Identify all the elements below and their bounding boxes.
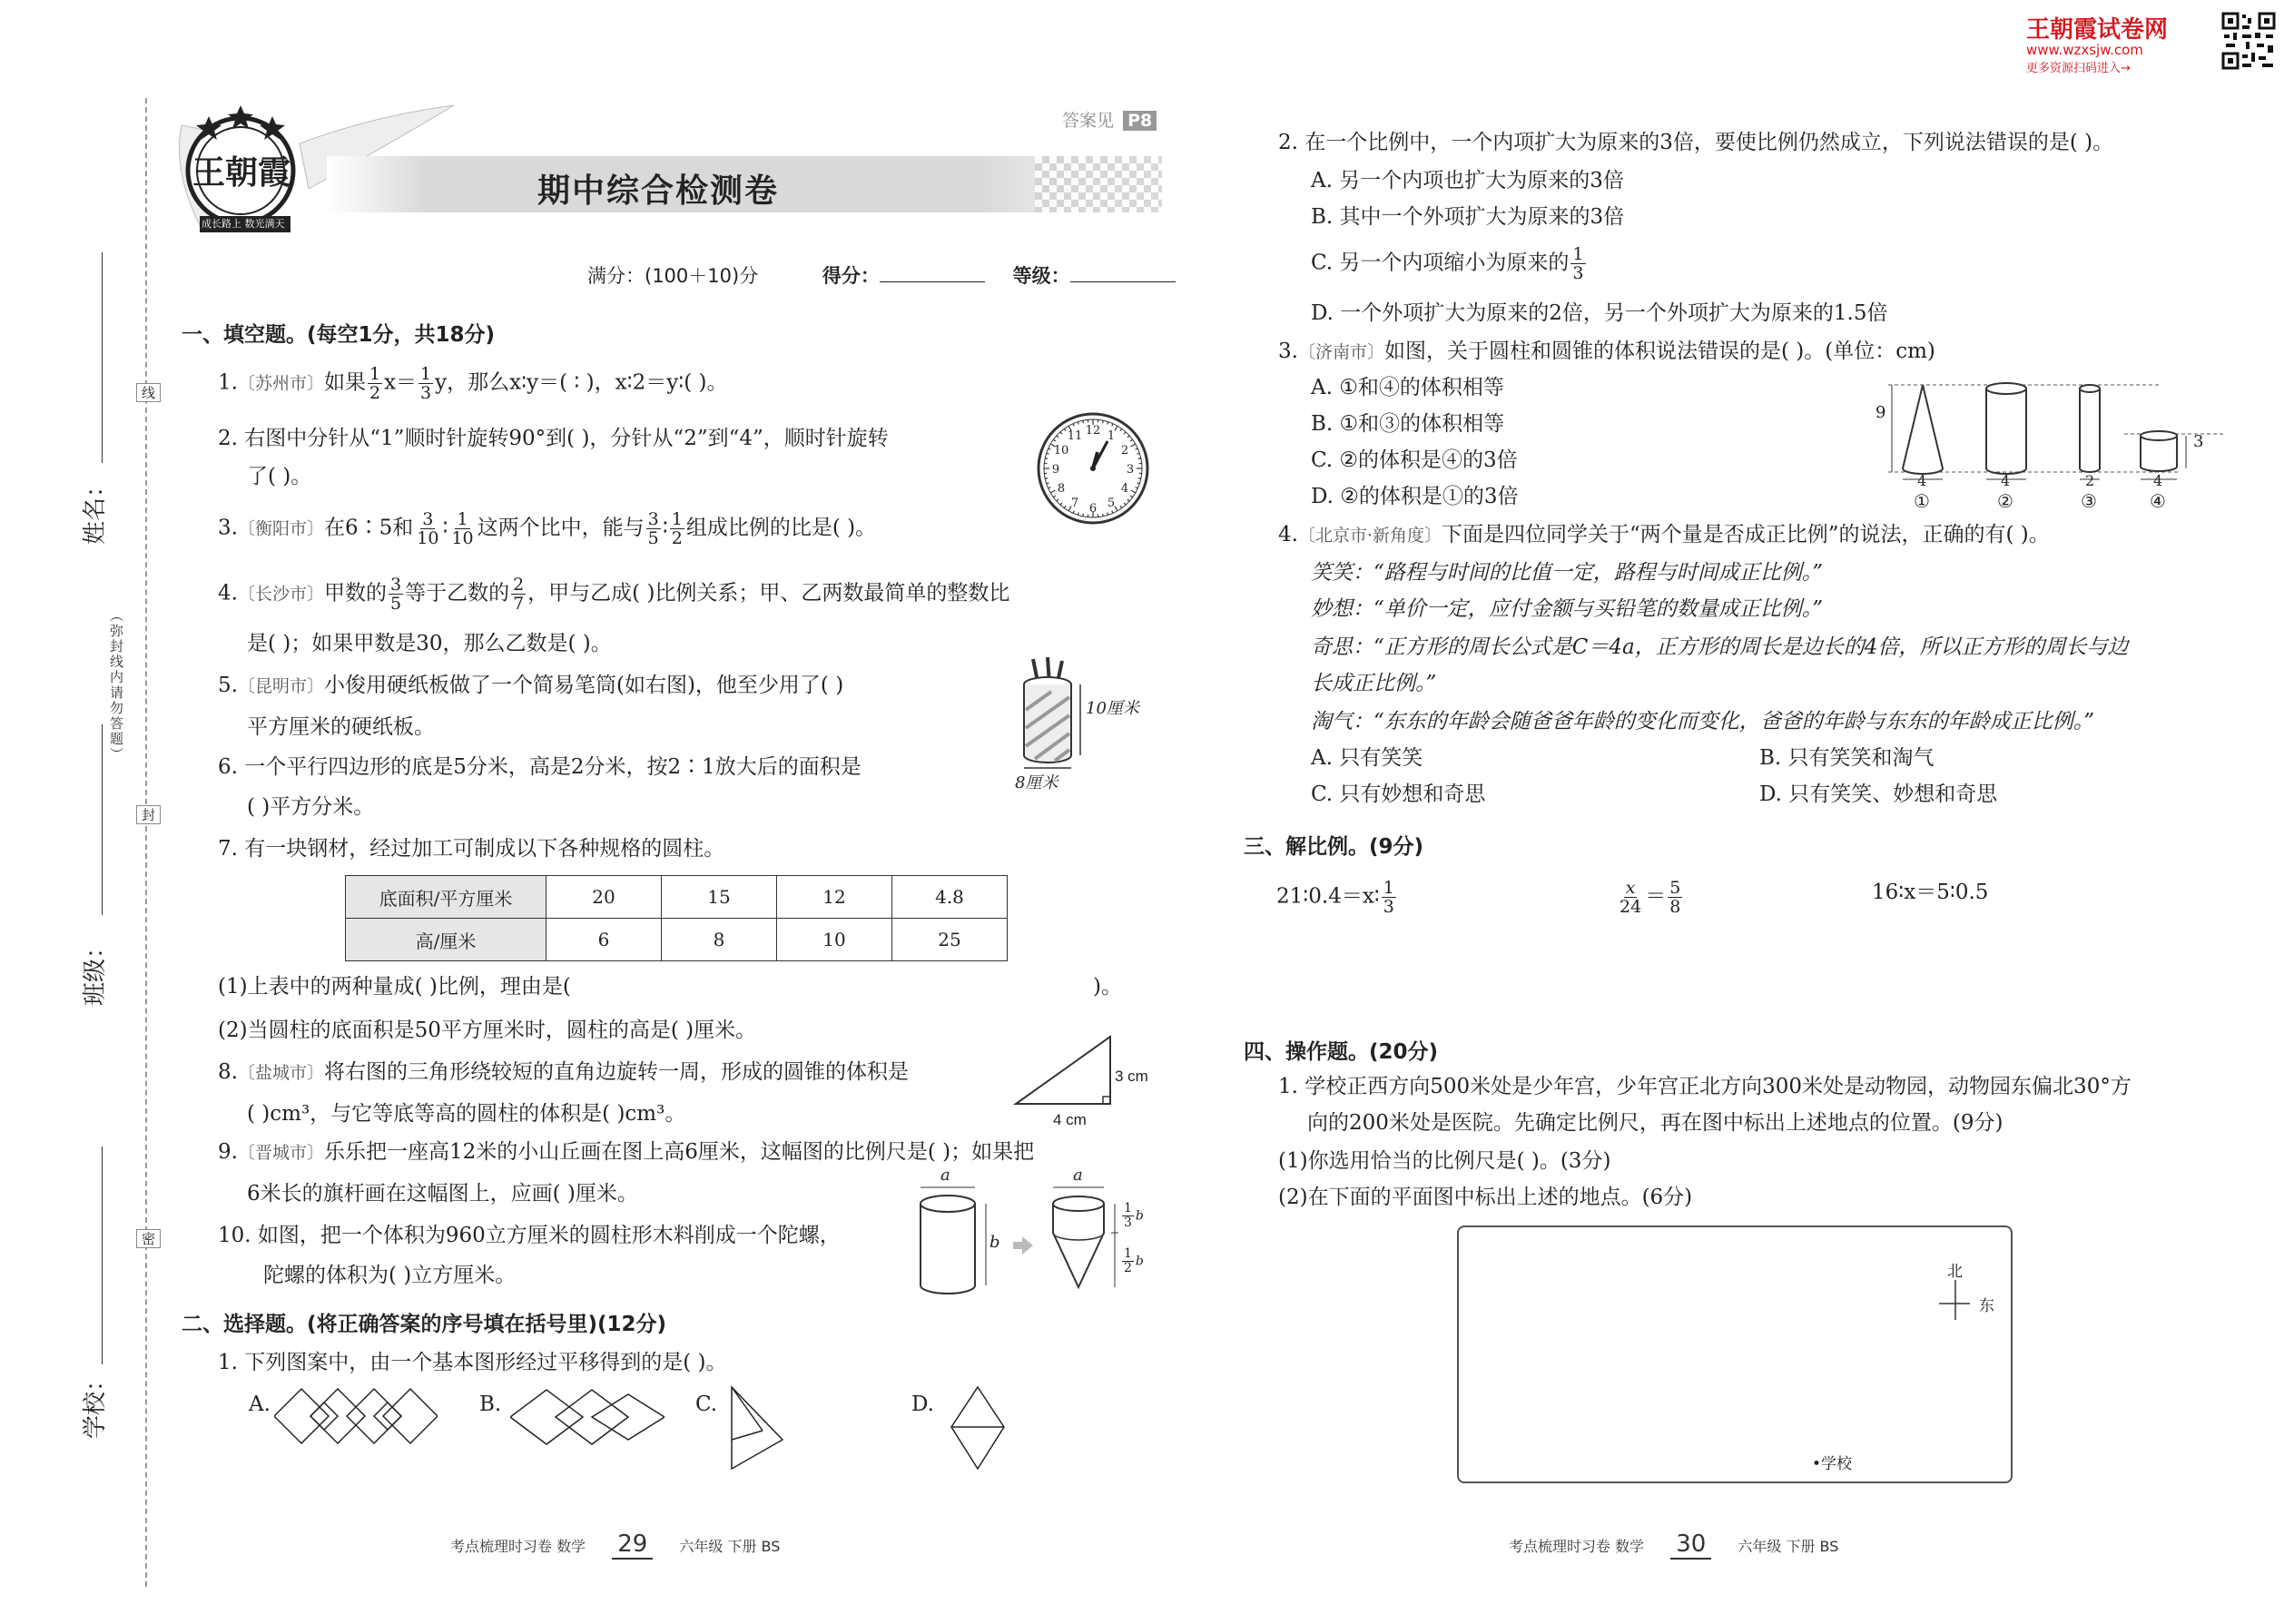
class-label: 班级：: [82, 934, 109, 1006]
q-text: 组成比例的比是( )。: [685, 516, 877, 540]
q1-3: [218, 510, 876, 547]
brand-block: [2013, 11, 2286, 74]
pattern-D-figure[interactable]: [950, 1385, 1006, 1471]
section1-heading: 一、填空题。(每空1分，共18分): [182, 323, 496, 347]
q1-2-line1: 2. 右图中分针从“1”顺时针旋转90°到( )，分针从“2”到“4”，顺时针旋转: [218, 427, 889, 450]
fig-d2: 4: [2001, 472, 2011, 489]
q1-9: [218, 1137, 1034, 1168]
q2-4-option-D[interactable]: D. 只有笑笑、妙想和奇思: [1759, 782, 1998, 806]
brand-slogan: 更多资源扫码进入→: [2026, 62, 2131, 75]
option-B-label[interactable]: B.: [479, 1393, 502, 1416]
q-source-tag: 〔济南市〕: [1297, 342, 1384, 362]
q2-4-option-C[interactable]: C. 只有妙想和奇思: [1311, 782, 1486, 806]
q4-1-line2: 向的200米处是医院。先确定比例尺，再在图中标出上述地点的位置。(9分): [1307, 1111, 2004, 1135]
q1-9-line2: 6米长的旗杆画在这幅图上，应画( )厘米。: [247, 1182, 638, 1206]
name-underline: [102, 252, 103, 463]
q-text: 乐乐把一座高12米的小山丘画在图上高6厘米，这幅图的比例尺是( )；如果把: [323, 1140, 1035, 1164]
fraction: [1668, 879, 1682, 916]
section2-heading: 二、选择题。(将正确答案的序号填在括号里)(12分): [182, 1313, 667, 1336]
cylinder-a-label: a: [940, 1166, 950, 1185]
q-text: 如图，关于圆柱和圆锥的体积说法错误的是( )。(单位：cm): [1383, 340, 1935, 363]
table-cell: 10: [777, 919, 892, 961]
table-cell: 6: [546, 919, 662, 961]
class-field[interactable]: [54, 717, 109, 1017]
option-text: C. 另一个内项缩小为原来的: [1311, 251, 1570, 275]
table-row-head: 高/厘米: [346, 919, 546, 961]
pattern-C-figure[interactable]: [728, 1385, 786, 1471]
triangle-base-label: 4 cm: [1053, 1111, 1087, 1128]
frac-num: 1: [1572, 244, 1584, 264]
table-cell: 8: [662, 919, 777, 961]
fraction: $\frac{1}{3}$: [420, 364, 432, 403]
equation-2: [1616, 879, 1684, 916]
frac-num: x: [1625, 878, 1636, 898]
q4-1-part2: (2)在下面的平面图中标出上述的地点。(6分): [1278, 1186, 1693, 1209]
compass-east-label: 东: [1979, 1297, 1994, 1315]
q2-3: [1278, 336, 1935, 368]
frac-den: 24: [1620, 897, 1642, 917]
var-b: b: [1135, 1254, 1144, 1269]
q1-7-part2: (2)当圆柱的底面积是50平方厘米时，圆柱的高是( )厘米。: [218, 1019, 757, 1042]
q-num: 9.: [218, 1140, 238, 1164]
fig-d1: 4: [1917, 472, 1927, 489]
fraction: $\frac{3}{5}$: [389, 575, 402, 614]
frac-den: 2: [1124, 1261, 1132, 1275]
q2-4-statement-2: 妙想：“单价一定，应付金额与买铅笔的数量成正比例。”: [1311, 597, 1824, 621]
footer-right-grade: 六年级 下册 BS: [1738, 1538, 1839, 1555]
page-number-right: 30: [1670, 1530, 1711, 1560]
table-cell: 4.8: [892, 876, 1008, 919]
plan-map-box[interactable]: [1457, 1225, 2013, 1483]
table-cell: 12: [777, 876, 892, 919]
grade-label: 等级：: [1012, 265, 1070, 287]
footer-left-book: 考点梳理时习卷 数学: [450, 1538, 586, 1555]
svg-text:7: 7: [1070, 497, 1079, 510]
q-text: x＝: [384, 370, 418, 395]
q-source-tag: 〔晋城市〕: [237, 1143, 324, 1163]
section4-heading: 四、操作题。(20分): [1244, 1040, 1439, 1064]
pattern-B-figure[interactable]: [510, 1385, 665, 1449]
binding-dashed-line: [145, 98, 147, 1587]
top-half-label: [1120, 1247, 1144, 1275]
pen-holder-figure: [1015, 655, 1088, 772]
binding-xian-label: 线: [136, 383, 161, 402]
q-num: 4.: [218, 581, 238, 605]
table-row: [346, 876, 1008, 919]
footer-left: [450, 1530, 780, 1558]
q1-10-line2: 陀螺的体积为( )立方厘米。: [263, 1264, 517, 1287]
q2-3-option-A[interactable]: A. ①和④的体积相等: [1311, 376, 1504, 399]
eq-text: 21∶0.4＝x∶: [1276, 884, 1380, 909]
q-text: 如果: [323, 370, 366, 395]
svg-text:11: 11: [1067, 429, 1083, 443]
fig-d3: 2: [2085, 472, 2095, 489]
fig-label-4: ④: [2150, 490, 2166, 512]
svg-text:3: 3: [1126, 463, 1135, 477]
q1-5-line2: 平方厘米的硬纸板。: [247, 715, 435, 739]
q-num: 3.: [218, 516, 238, 540]
logo-text: 王朝霞: [192, 153, 291, 192]
q-text: ∶: [662, 516, 668, 540]
q2-3-option-B[interactable]: B. ①和③的体积相等: [1311, 412, 1505, 436]
compass-north-label: 北: [1947, 1263, 1963, 1281]
answer-ref: [1062, 107, 1157, 132]
q-text: 这两个比中，能与: [477, 516, 645, 540]
name-label: 姓名：: [82, 473, 109, 545]
frac-den: 3: [1572, 263, 1584, 283]
frac-den: 8: [1669, 897, 1681, 917]
q-source-tag: 〔衡阳市〕: [237, 518, 324, 539]
q1-6-line1: 6. 一个平行四边形的底是5分米，高是2分米，按2∶1放大后的面积是: [218, 755, 861, 779]
fig-label-2: ②: [1997, 490, 2013, 512]
table-cell: 25: [892, 919, 1008, 961]
q-source-tag: 〔北京市·新角度〕: [1297, 526, 1442, 546]
q-text: 等于乙数的: [405, 581, 510, 605]
q2-3-option-C[interactable]: C. ②的体积是④的3倍: [1311, 448, 1518, 472]
q2-2-option-D[interactable]: D. 一个外项扩大为原来的2倍，另一个外项扩大为原来的1.5倍: [1311, 301, 1888, 325]
q-source-tag: 〔长沙市〕: [237, 584, 324, 605]
q-text: 将右图的三角形绕较短的直角边旋转一周，形成的圆锥的体积是: [323, 1060, 909, 1084]
q1-2-line2: 了( )。: [247, 465, 312, 488]
top-third-label: [1120, 1202, 1144, 1230]
cylinders-cones-figure: [1852, 372, 2233, 508]
right-triangle-figure: [1012, 1031, 1114, 1109]
binding-mi-label: 密: [136, 1229, 161, 1248]
compass-icon: [1937, 1276, 1974, 1324]
q-num: 3.: [1278, 340, 1298, 363]
q1-7-line1: 7. 有一块钢材，经过加工可制成以下各种规格的圆柱。: [218, 837, 725, 861]
q2-2-option-C[interactable]: [1311, 245, 1588, 282]
svg-text:1: 1: [1107, 429, 1116, 443]
pen-holder-width-label: 8厘米: [1015, 773, 1058, 792]
school-label: 学校：: [82, 1367, 109, 1439]
fig-height-3: 3: [2193, 432, 2204, 451]
q-text: 在6∶5和: [323, 516, 414, 540]
cylinder-b-label: b: [989, 1233, 1000, 1252]
fig-label-1: ①: [1914, 490, 1930, 512]
svg-text:6: 6: [1088, 502, 1098, 516]
class-underline: [102, 724, 103, 915]
option-A-label[interactable]: A.: [249, 1393, 271, 1416]
q-text: ，甲与乙成( )比例关系；甲、乙两数最简单的整数比: [527, 581, 1010, 605]
svg-text:9: 9: [1051, 463, 1060, 477]
pattern-A-figure[interactable]: [274, 1380, 438, 1452]
q2-2-option-B[interactable]: B. 其中一个外项扩大为原来的3倍: [1311, 205, 1625, 229]
option-D-label[interactable]: D.: [911, 1393, 934, 1416]
var-b: b: [1135, 1208, 1144, 1224]
frac-num: 1: [1124, 1246, 1132, 1261]
q-source-tag: 〔昆明市〕: [237, 676, 324, 696]
svg-text:4: 4: [1120, 482, 1129, 496]
table-cell: 20: [546, 876, 662, 919]
table-row-head: 底面积/平方厘米: [346, 876, 546, 919]
logo-ribbon-text: 成长路上 数光满天: [202, 218, 285, 230]
q-num: 4.: [1278, 523, 1298, 546]
q2-4-option-A[interactable]: A. 只有笑笑: [1311, 746, 1423, 770]
svg-text:12: 12: [1085, 424, 1101, 438]
footer-left-grade: 六年级 下册 BS: [679, 1538, 781, 1555]
full-score: 满分：(100＋10)分: [587, 265, 759, 287]
q4-1-line1: 1. 学校正西方向500米处是少年宫，少年宫正北方向300米处是动物园，动物园东偏北30°方: [1278, 1075, 2132, 1098]
fraction: $\frac{1}{2}$: [671, 509, 683, 548]
q2-4-option-B[interactable]: B. 只有笑笑和淘气: [1759, 746, 1935, 770]
svg-text:2: 2: [1120, 444, 1129, 458]
q2-2-option-A[interactable]: A. 另一个内项也扩大为原来的3倍: [1311, 169, 1624, 192]
school-underline: [102, 1147, 103, 1364]
q1-8-line2: ( )cm³，与它等底等高的圆柱的体积是( )cm³。: [247, 1102, 686, 1126]
q-text: y，那么x∶y＝( ∶ )，x∶2＝y∶( )。: [435, 370, 728, 395]
footer-right: [1509, 1530, 1838, 1558]
name-field[interactable]: [54, 245, 109, 545]
school-field[interactable]: [54, 1139, 109, 1439]
q2-2: 2. 在一个比例中，一个内项扩大为原来的3倍，要使比例仍然成立，下列说法错误的是( )。: [1278, 131, 2114, 154]
page-title: 期中综合检测卷: [537, 172, 780, 210]
fraction: $\frac{1}{10}$: [451, 509, 474, 548]
equation-3: 16∶x＝5∶0.5: [1872, 881, 1989, 904]
qr-code-icon[interactable]: [2220, 11, 2277, 71]
equation-1: [1276, 879, 1398, 916]
fraction: [1618, 879, 1643, 916]
brand-url[interactable]: www.wzxsjw.com: [2026, 42, 2143, 58]
q4-1-part1: (1)你选用恰当的比例尺是( )。(3分): [1278, 1149, 1611, 1173]
answer-ref-label: 答案见: [1062, 111, 1115, 131]
got-label: 得分：: [822, 265, 880, 287]
q-num: 5.: [218, 674, 238, 697]
q2-4-statement-4: 淘气：“东东的年龄会随爸爸年龄的变化而变化，爸爸的年龄与东东的年龄成正比例。”: [1311, 710, 2095, 733]
answer-page-badge: P8: [1123, 111, 1157, 131]
binding-feng-label: 封: [136, 805, 161, 824]
frac-num: 1: [1124, 1201, 1132, 1216]
q-text: 下面是四位同学关于“两个量是否成正比例”的说法，正确的有( )。: [1442, 523, 2050, 546]
svg-text:8: 8: [1057, 482, 1066, 496]
page-number-left: 29: [612, 1530, 653, 1560]
fraction: $\frac{2}{7}$: [513, 575, 525, 614]
brand-name: 王朝霞试卷网: [2026, 16, 2169, 44]
q-source-tag: 〔盐城市〕: [237, 1063, 324, 1083]
q2-4-statement-3a: 奇思：“正方形的周长公式是C＝4a，正方形的周长是边长的4倍，所以正方形的周长与边: [1311, 635, 2129, 659]
q-num: 1.: [218, 370, 238, 395]
fraction: [1570, 245, 1585, 282]
q1-8: [218, 1057, 909, 1088]
option-C-label[interactable]: C.: [695, 1393, 718, 1416]
svg-text:10: 10: [1053, 444, 1069, 458]
q2-4-statement-3b: 长成正比例。”: [1311, 672, 1437, 695]
fraction: [1382, 879, 1396, 916]
pen-holder-height-label: 10厘米: [1086, 699, 1139, 718]
svg-text:5: 5: [1107, 497, 1116, 510]
triangle-side-label: 3 cm: [1115, 1068, 1148, 1085]
q-text: 小俊用硬纸板做了一个简易笔筒(如右图)，他至少用了( ): [323, 674, 844, 697]
section3-heading: 三、解比例。(9分): [1244, 835, 1424, 859]
q1-10-line1: 10. 如图，把一个体积为960立方厘米的圆柱形木料削成一个陀螺，: [218, 1224, 841, 1247]
clock-figure: [1035, 410, 1151, 527]
q-source-tag: 〔苏州市〕: [237, 373, 324, 394]
fraction: $\frac{3}{5}$: [647, 509, 659, 548]
top-a-label: a: [1073, 1166, 1083, 1185]
q2-4-statement-1: 笑笑：“路程与时间的比值一定，路程与时间成正比例。”: [1311, 561, 1824, 585]
q-num: 8.: [218, 1060, 238, 1084]
fraction: $\frac{1}{2}$: [369, 364, 381, 403]
frac-den: 3: [1383, 897, 1394, 917]
q-text: ∶: [442, 516, 448, 540]
q1-1: [218, 365, 727, 402]
q2-3-option-D[interactable]: D. ②的体积是①的3倍: [1311, 485, 1519, 508]
q1-4-line2: 是( )；如果甲数是30，那么乙数是( )。: [247, 632, 612, 655]
q2-1: 1. 下列图案中，由一个基本图形经过平移得到的是( )。: [218, 1351, 727, 1374]
fraction: $\frac{3}{10}$: [417, 509, 439, 548]
q-text: 甲数的: [323, 581, 387, 605]
q1-5: [218, 670, 843, 702]
frac-num: 5: [1669, 878, 1681, 898]
fig-label-3: ③: [2081, 490, 2097, 512]
score-line: [587, 261, 1176, 289]
footer-right-book: 考点梳理时习卷 数学: [1509, 1538, 1645, 1555]
table-row: [346, 919, 1008, 961]
q1-6-line2: ( )平方分米。: [247, 795, 375, 819]
q1-4: [218, 576, 1009, 613]
binding-note: （弥封线内请勿答题）: [108, 608, 124, 763]
fig-height-9: 9: [1876, 403, 1886, 422]
grade-blank[interactable]: [1070, 281, 1176, 282]
cylinder-to-spinning-top-figure: [908, 1176, 1180, 1300]
q1-7-part1-end: )。: [1093, 975, 1122, 999]
table-cell: 15: [662, 876, 777, 919]
q2-4: [1278, 519, 2050, 551]
got-blank[interactable]: [880, 281, 985, 282]
title-checker: [1035, 156, 1162, 212]
school-marker: •学校: [1812, 1455, 1853, 1473]
frac-den: 3: [1124, 1216, 1132, 1230]
eq-text: ＝: [1645, 884, 1667, 909]
fig-d4: 4: [2153, 472, 2163, 489]
frac-num: 1: [1383, 878, 1394, 898]
q1-7-part1: (1)上表中的两种量成( )比例，理由是(: [218, 975, 571, 999]
cylinder-spec-table: [345, 875, 1008, 961]
